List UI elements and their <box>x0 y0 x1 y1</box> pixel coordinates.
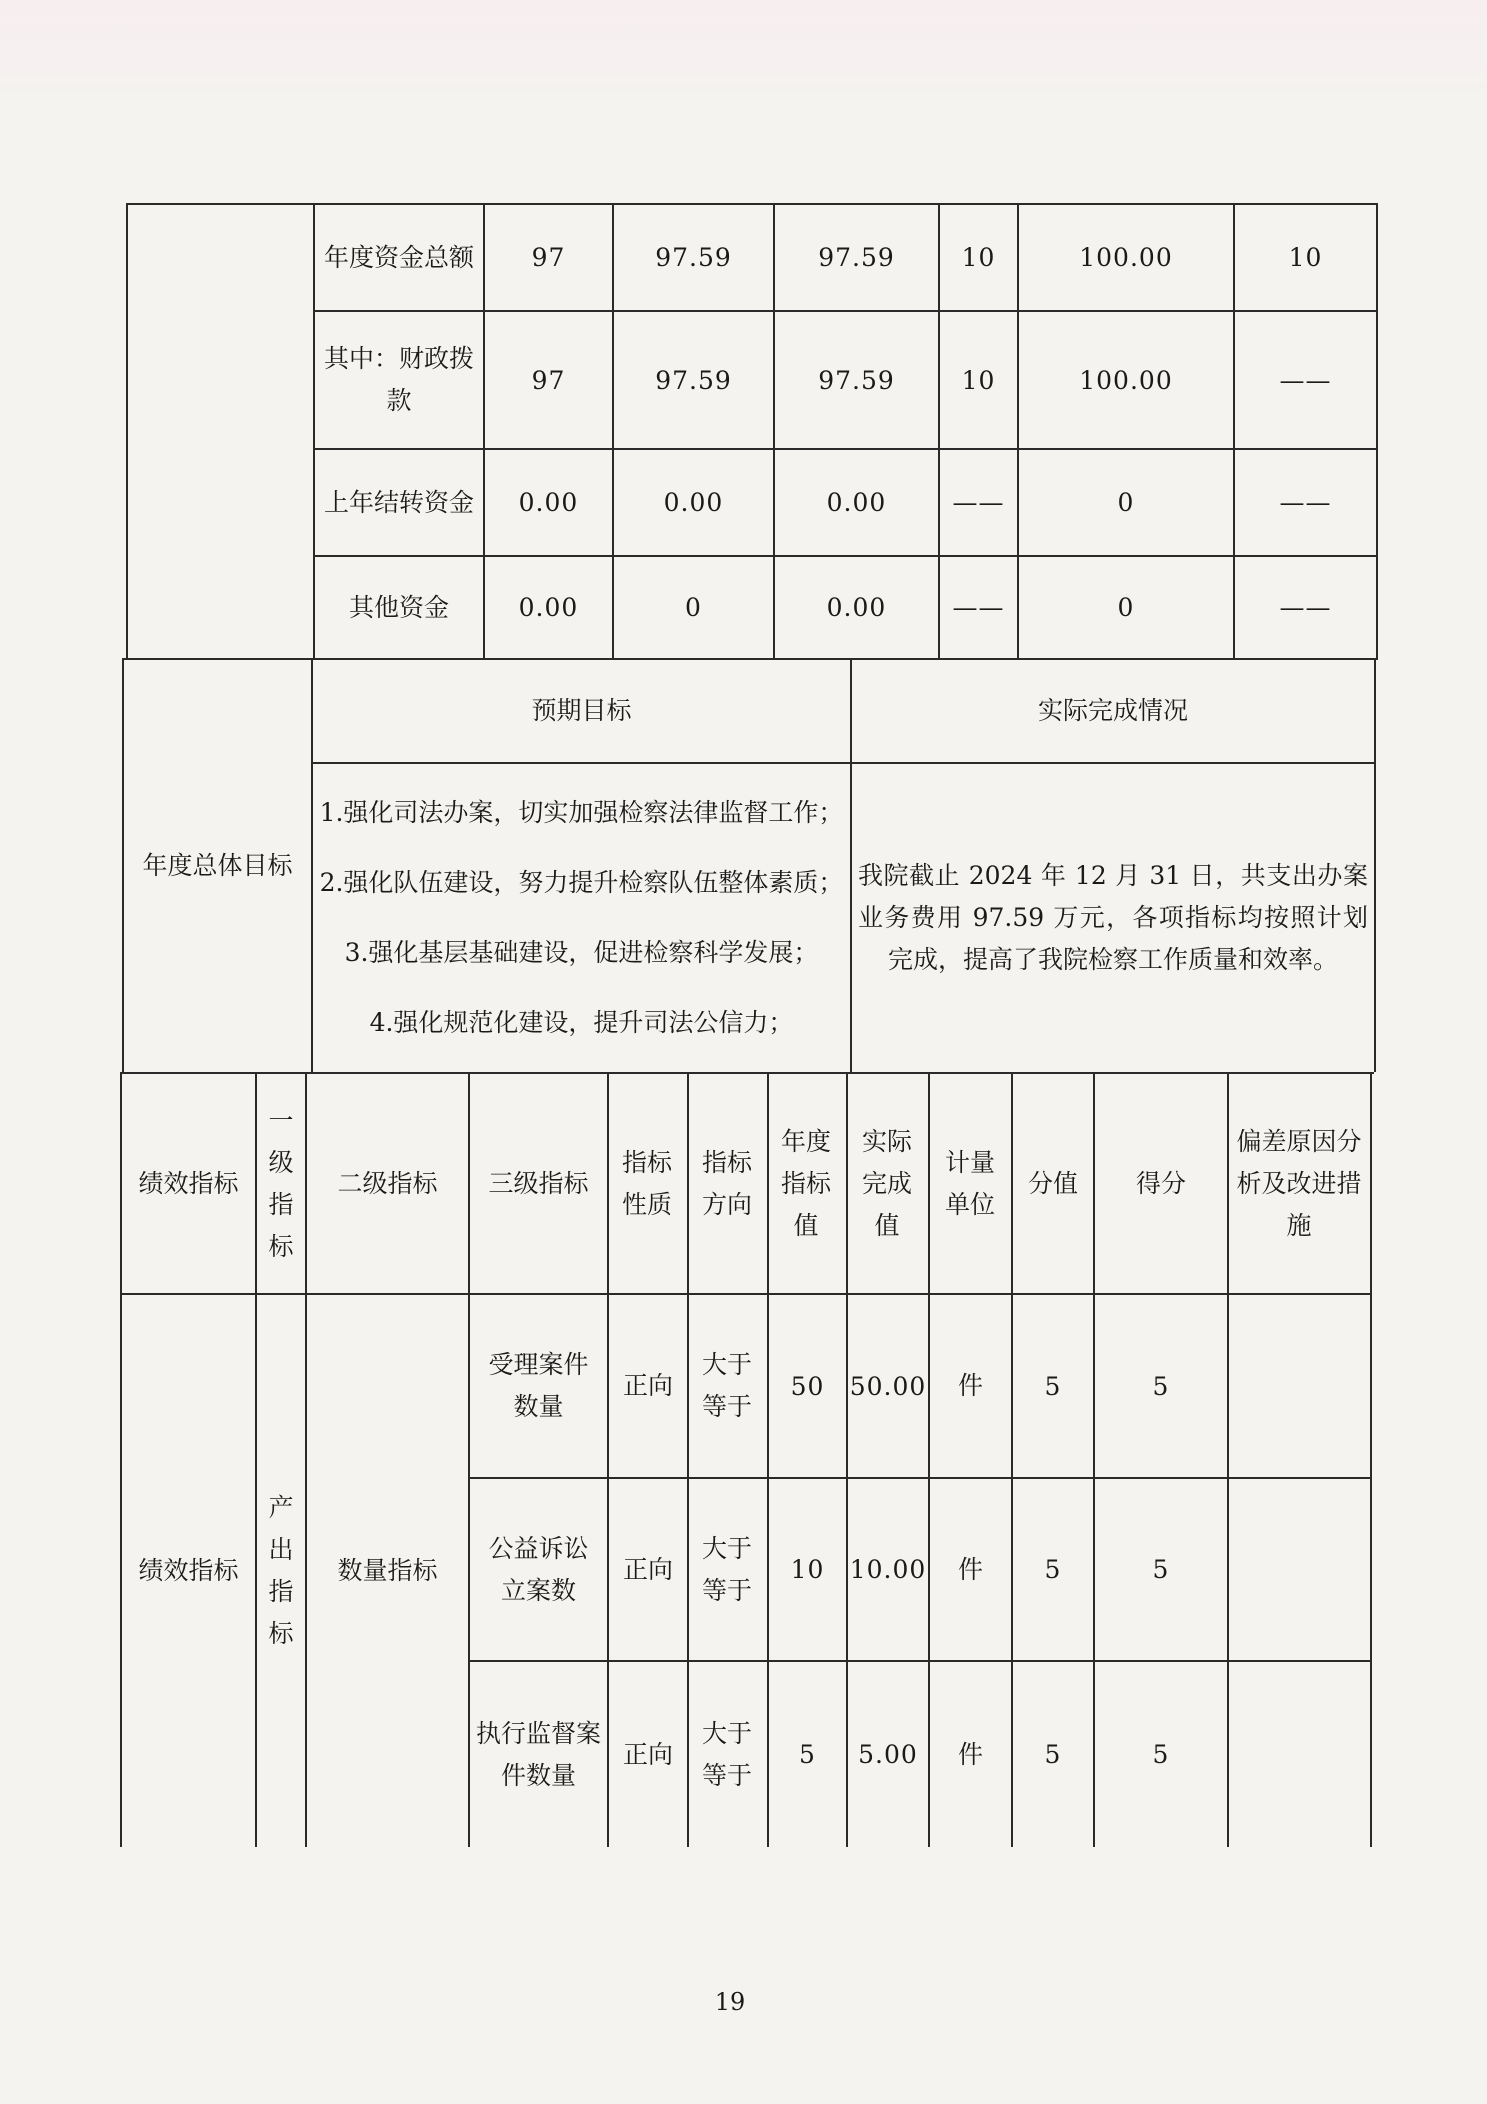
indicator-direction: 大于等于 <box>701 1718 752 1790</box>
indicator-deviation <box>1229 1479 1370 1660</box>
group-performance: 绩效指标 <box>138 1556 239 1585</box>
rule <box>1370 1072 1372 1847</box>
header-performance: 绩效指标 <box>138 1168 239 1198</box>
indicator-level3: 公益诉讼立案数 <box>488 1533 589 1605</box>
page-number: 19 <box>714 1988 746 2016</box>
fund-executed: 0.00 <box>826 488 887 517</box>
fund-score: —— <box>1279 488 1332 517</box>
header-weight: 分值 <box>1027 1168 1078 1198</box>
fund-label: 其中：财政拨款 <box>323 344 474 415</box>
header-level2: 二级指标 <box>337 1168 438 1198</box>
fund-plan: 97 <box>531 365 566 395</box>
rule <box>687 1072 689 1847</box>
fund-weight: —— <box>952 488 1005 517</box>
indicator-unit: 件 <box>957 1554 983 1584</box>
expected-goal-item: 2.强化队伍建设，努力提升检察队伍整体素质； <box>319 868 844 897</box>
indicator-direction: 大于等于 <box>701 1350 752 1421</box>
fund-adjusted: 0 <box>685 593 702 622</box>
fund-rate: 100.00 <box>1079 365 1173 395</box>
fund-rate: 0 <box>1117 488 1135 517</box>
indicator-nature: 正向 <box>622 1739 673 1769</box>
group-level1: 产出指标 <box>268 1493 294 1648</box>
fund-label: 其他资金 <box>348 592 449 622</box>
fund-score: —— <box>1279 365 1332 395</box>
indicator-unit: 件 <box>957 1371 983 1400</box>
expected-goal-item: 4.强化规范化建设，提升司法公信力； <box>369 1008 794 1037</box>
header-level3: 三级指标 <box>488 1168 589 1198</box>
indicator-direction: 大于等于 <box>701 1533 752 1605</box>
indicator-actual: 5.00 <box>858 1740 918 1769</box>
fund-adjusted: 0.00 <box>663 488 724 517</box>
fund-plan: 0.00 <box>518 593 579 622</box>
indicator-actual: 50.00 <box>849 1371 927 1401</box>
fund-score: 10 <box>1288 243 1323 272</box>
fund-label: 上年结转资金 <box>323 487 474 517</box>
indicator-score: 5 <box>1152 1371 1170 1401</box>
fund-weight: —— <box>952 593 1005 622</box>
indicator-target: 5 <box>799 1740 816 1769</box>
indicator-weight: 5 <box>1044 1740 1062 1769</box>
group-level2: 数量指标 <box>337 1556 438 1585</box>
header-unit: 计量单位 <box>944 1147 995 1219</box>
header-actual: 实际完成值 <box>861 1126 912 1240</box>
fund-plan: 97 <box>531 243 566 272</box>
indicator-deviation <box>1229 1295 1370 1477</box>
indicator-weight: 5 <box>1044 1371 1062 1401</box>
fund-rate: 100.00 <box>1079 243 1173 272</box>
indicator-nature: 正向 <box>622 1371 673 1400</box>
fund-weight: 10 <box>961 243 996 272</box>
rule <box>1374 658 1376 1072</box>
header-score: 得分 <box>1135 1168 1186 1198</box>
rule <box>255 1072 257 1847</box>
indicator-target: 50 <box>790 1371 825 1401</box>
fund-weight: 10 <box>961 365 996 395</box>
actual-completion-header: 实际完成情况 <box>1037 696 1188 725</box>
expected-goal-item: 1.强化司法办案，切实加强检察法律监督工作； <box>319 798 844 827</box>
indicator-level3: 受理案件数量 <box>488 1350 589 1421</box>
indicator-actual: 10.00 <box>849 1555 927 1584</box>
fund-label: 年度资金总额 <box>323 242 474 272</box>
rule <box>1376 203 1378 658</box>
header-target: 年度指标值 <box>780 1126 831 1240</box>
indicator-target: 10 <box>790 1555 825 1584</box>
fund-adjusted: 97.59 <box>655 243 732 272</box>
actual-completion-text: 我院截止 2024 年 12 月 31 日，共支出办案业务费用 97.59 万元，各项指标均按照计划完成，提高了我院检察工作质量和效率。 <box>858 861 1368 974</box>
rule <box>126 203 128 658</box>
fund-rate: 0 <box>1117 593 1135 622</box>
header-deviation: 偏差原因分析及改进措施 <box>1236 1126 1362 1240</box>
indicator-nature: 正向 <box>622 1554 673 1584</box>
actual-completion-cell <box>852 764 1374 1072</box>
indicator-deviation <box>1229 1662 1370 1847</box>
indicator-score: 5 <box>1152 1740 1170 1769</box>
fund-score: —— <box>1279 593 1332 622</box>
scan-top-band <box>0 0 1487 95</box>
header-nature: 指标性质 <box>621 1147 672 1219</box>
fund-plan: 0.00 <box>518 488 579 517</box>
indicator-unit: 件 <box>957 1739 983 1769</box>
fund-adjusted: 97.59 <box>655 365 732 395</box>
header-direction: 指标方向 <box>701 1147 752 1219</box>
fund-executed: 97.59 <box>818 243 895 272</box>
indicator-weight: 5 <box>1044 1555 1062 1584</box>
fund-executed: 97.59 <box>818 365 895 395</box>
fund-executed: 0.00 <box>826 593 887 622</box>
header-level1: 一级指标 <box>268 1105 294 1261</box>
indicator-score: 5 <box>1152 1555 1170 1584</box>
annual-goal-label: 年度总体目标 <box>142 851 293 880</box>
expected-goal-list <box>313 764 850 1072</box>
indicator-level3: 执行监督案件数量 <box>475 1718 601 1790</box>
expected-goal-item: 3.强化基层基础建设，促进检察科学发展； <box>344 938 819 967</box>
expected-goal-header: 预期目标 <box>531 696 632 725</box>
